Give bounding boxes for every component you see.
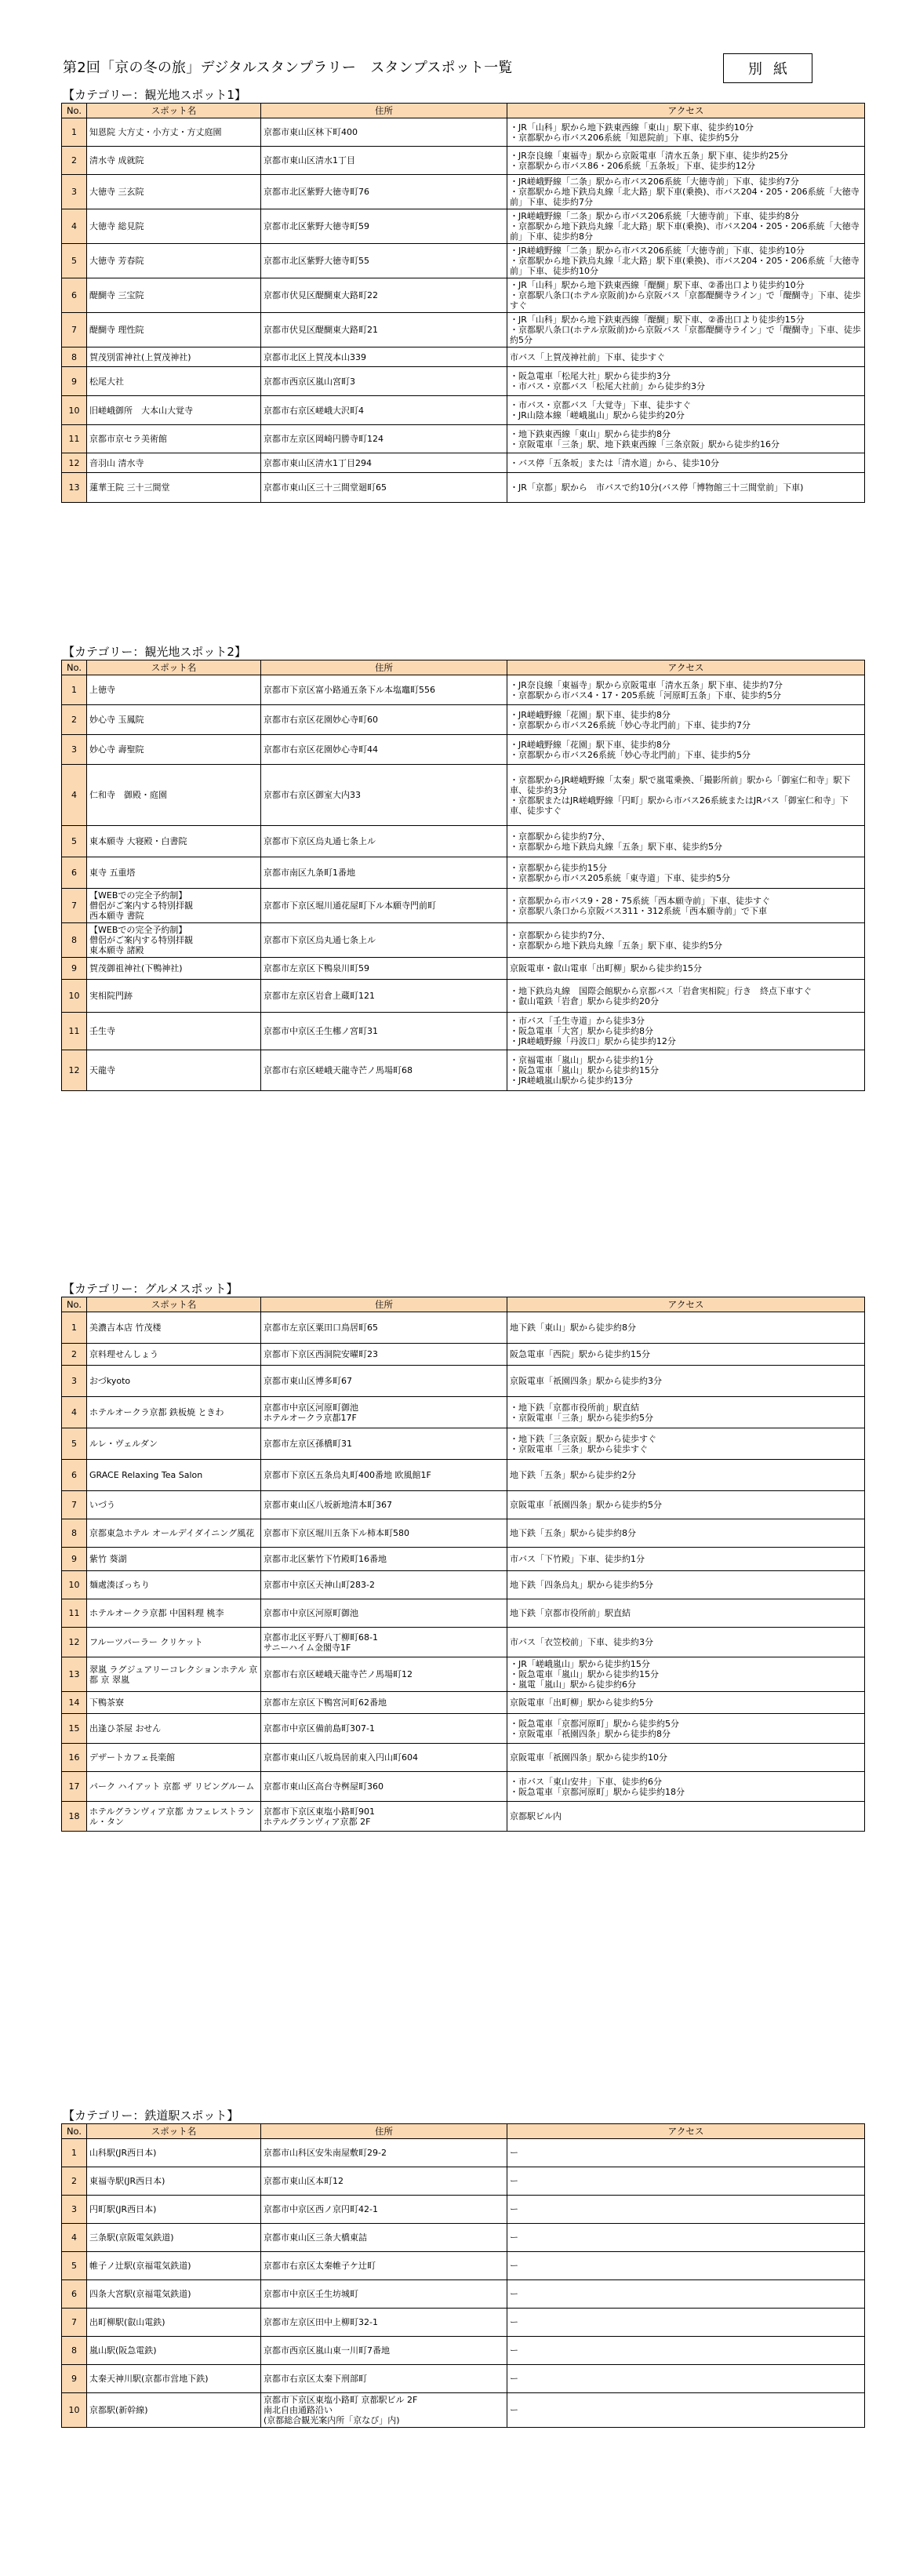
spot-access: ・阪急電車「京都河原町」駅から徒歩約5分 ・京阪電車「祇園四条」駅から徒歩約8分: [507, 1714, 865, 1744]
spot-access: ・阪急電車「松尾大社」駅から徒歩約3分 ・市バス・京都バス「松尾大社前」から徒歩約3分: [507, 367, 865, 396]
spot-access: 京阪電車「祇園四条」駅から徒歩約5分: [507, 1491, 865, 1519]
header-name: スポット名: [87, 1297, 261, 1312]
spot-address: 京都市山科区安朱南屋敷町29-2: [261, 2139, 507, 2167]
spot-address: 京都市右京区花園妙心寺町60: [261, 705, 507, 735]
spot-address: 京都市東山区三条大橋東詰: [261, 2224, 507, 2252]
spot-name: 嵐山駅(阪急電鉄): [87, 2337, 261, 2365]
spot-access: ・JR「京都」駅から 市バスで約10分(バス停「博物館三十三間堂前」下車): [507, 473, 865, 503]
spot-address: 京都市右京区嵯峨天龍寺芒ノ馬場町68: [261, 1050, 507, 1091]
spot-access: 地下鉄「五条」駅から徒歩約8分: [507, 1519, 865, 1548]
spot-address: 京都市東山区清水1丁目: [261, 147, 507, 175]
spot-name: 美濃吉本店 竹茂楼: [87, 1312, 261, 1344]
spot-access: ・京都駅から徒歩約7分、 ・京都駅から地下鉄烏丸線「五条」駅下車、徒歩約5分: [507, 826, 865, 857]
spot-access: ・地下鉄東西線「東山」駅から徒歩約8分 ・京阪電車「三条」駅、地下鉄東西線「三条京阪」駅から徒歩約16分: [507, 425, 865, 453]
row-number: 8: [62, 1519, 87, 1548]
table-row: [62, 1692, 865, 1714]
row-number: 8: [62, 347, 87, 367]
spot-name: GRACE Relaxing Tea Salon: [87, 1460, 261, 1491]
spot-name: 大徳寺 芳春院: [87, 244, 261, 278]
spot-name: 醍醐寺 三宝院: [87, 278, 261, 313]
row-number: 2: [62, 1344, 87, 1366]
table-row: [62, 857, 865, 889]
spot-address: 京都市東山区清水1丁目294: [261, 453, 507, 473]
table-row: [62, 147, 865, 175]
table-row: [62, 1491, 865, 1519]
row-number: 10: [62, 2393, 87, 2428]
row-number: 9: [62, 1548, 87, 1571]
row-number: 4: [62, 2224, 87, 2252]
table-row: [62, 396, 865, 425]
spot-access: 市バス「上賀茂神社前」下車、徒歩すぐ: [507, 347, 865, 367]
table-row: [62, 278, 865, 313]
spot-name: 天龍寺: [87, 1050, 261, 1091]
spot-access: ・JR奈良線「東福寺」駅から京阪電車「清水五条」駅下車、徒歩約25分 ・京都駅から市バス86・206系統「五条坂」下車、徒歩約12分: [507, 147, 865, 175]
table-row: [62, 705, 865, 735]
table-row: [62, 1519, 865, 1548]
spot-address: 京都市北区上賀茂本山339: [261, 347, 507, 367]
table-row: [62, 923, 865, 958]
spot-access: ・JR「山科」駅から地下鉄東西線「東山」駅下車、徒歩約10分 ・京都駅から市バス206系統「知恩院前」下車、徒歩約5分: [507, 118, 865, 147]
spot-access: ・市バス・京都バス「大覚寺」下車、徒歩すぐ ・JR山陰本線「嵯峨嵐山」駅から徒歩約20分: [507, 396, 865, 425]
spot-address: 京都市左京区岡崎円勝寺町124: [261, 425, 507, 453]
spot-name: 下鴨茶寮: [87, 1692, 261, 1714]
table-row: [62, 735, 865, 765]
row-number: 12: [62, 453, 87, 473]
spot-access: ー: [507, 2337, 865, 2365]
row-number: 8: [62, 923, 87, 958]
table-header-row: [62, 2124, 865, 2139]
spot-address: 京都市伏見区醍醐東大路町22: [261, 278, 507, 313]
spot-name: 賀茂御祖神社(下鴨神社): [87, 958, 261, 980]
row-number: 5: [62, 1428, 87, 1460]
table-row: [62, 1460, 865, 1491]
row-number: 3: [62, 1366, 87, 1397]
spot-access: 市バス「下竹殿」下車、徒歩約1分: [507, 1548, 865, 1571]
table-row: [62, 675, 865, 705]
spot-address: 京都市左京区田中上柳町32-1: [261, 2309, 507, 2337]
row-number: 11: [62, 1013, 87, 1050]
spot-name: 【WEBでの完全予約制】 僧侶がご案内する特別拝観 西本願寺 書院: [87, 889, 261, 923]
spot-access: 市バス「衣笠校前」下車、徒歩約3分: [507, 1628, 865, 1657]
header-no: No.: [62, 1297, 87, 1312]
spot-name: 太秦天神川駅(京都市営地下鉄): [87, 2365, 261, 2393]
spot-name: 円町駅(JR西日本): [87, 2196, 261, 2224]
section-4: [61, 2108, 864, 2428]
spot-address: 京都市東山区八坂鳥居前東入円山町604: [261, 1744, 507, 1772]
row-number: 11: [62, 425, 87, 453]
spot-access: ー: [507, 2224, 865, 2252]
spot-address: 京都市西京区嵐山東一川町7番地: [261, 2337, 507, 2365]
row-number: 3: [62, 175, 87, 209]
spot-access: ・JR奈良線「東福寺」駅から京阪電車「清水五条」駅下車、徒歩約7分 ・京都駅から市バス4・17・205系統「河原町五条」下車、徒歩約5分: [507, 675, 865, 705]
table-row: [62, 2139, 865, 2167]
spot-name: 京都駅(新幹線): [87, 2393, 261, 2428]
spot-address: 京都市中京区壬生梛ノ宮町31: [261, 1013, 507, 1050]
spot-name: 東福寺駅(JR西日本): [87, 2167, 261, 2196]
spot-name: 紫竹 葵湖: [87, 1548, 261, 1571]
header-access: アクセス: [507, 104, 865, 118]
spot-access: ー: [507, 2196, 865, 2224]
spot-name: 四条大宮駅(京福電気鉄道): [87, 2280, 261, 2309]
spot-name: 仁和寺 御殿・庭園: [87, 765, 261, 826]
spot-address: 京都市北区平野八丁柳町68-1 サニーハイム金閣寺1F: [261, 1628, 507, 1657]
spot-address: 京都市下京区烏丸通七条上ル: [261, 826, 507, 857]
table-row: [62, 453, 865, 473]
table-row: [62, 473, 865, 503]
spot-address: 京都市伏見区醍醐東大路町21: [261, 313, 507, 347]
spot-name: 実相院門跡: [87, 980, 261, 1013]
spot-name: いづう: [87, 1491, 261, 1519]
row-number: 2: [62, 705, 87, 735]
spot-name: 音羽山 清水寺: [87, 453, 261, 473]
row-number: 5: [62, 2252, 87, 2280]
spot-access: ・京都駅から市バス9・28・75系統「西本願寺前」下車、徒歩すぐ ・京都駅八条口から京阪バス311・312系統「西本願寺前」で下車: [507, 889, 865, 923]
spot-name: 壬生寺: [87, 1013, 261, 1050]
spot-access: ・地下鉄「京都市役所前」駅直結 ・京阪電車「三条」駅から徒歩約5分: [507, 1397, 865, 1428]
row-number: 6: [62, 857, 87, 889]
spot-access: 地下鉄「京都市役所前」駅直結: [507, 1599, 865, 1628]
spot-address: 京都市右京区花園妙心寺町44: [261, 735, 507, 765]
spot-access: ・市バス「東山安井」下車、徒歩約6分 ・阪急電車「京都河原町」駅から徒歩約18分: [507, 1772, 865, 1802]
row-number: 14: [62, 1692, 87, 1714]
spot-name: 東本願寺 大寝殿・白書院: [87, 826, 261, 857]
spot-address: 京都市左京区下鴨宮河町62番地: [261, 1692, 507, 1714]
table-row: [62, 2196, 865, 2224]
spot-address: 京都市東山区博多町67: [261, 1366, 507, 1397]
row-number: 9: [62, 958, 87, 980]
table-row: [62, 367, 865, 396]
row-number: 2: [62, 2167, 87, 2196]
row-number: 13: [62, 1657, 87, 1692]
spot-access: ・京都駅から徒歩約7分、 ・京都駅から地下鉄烏丸線「五条」駅下車、徒歩約5分: [507, 923, 865, 958]
spot-address: 京都市右京区御室大内33: [261, 765, 507, 826]
table-row: [62, 347, 865, 367]
table-row: [62, 118, 865, 147]
table-row: [62, 1013, 865, 1050]
spot-address: 京都市中京区河原町御池: [261, 1599, 507, 1628]
spot-access: ー: [507, 2280, 865, 2309]
spot-address: 京都市東山区八坂新地清本町367: [261, 1491, 507, 1519]
spot-name: 蓮華王院 三十三間堂: [87, 473, 261, 503]
row-number: 2: [62, 147, 87, 175]
header-name: スポット名: [87, 660, 261, 675]
spot-address: 京都市下京区堀川通花屋町下ル本願寺門前町: [261, 889, 507, 923]
spot-access: ・JR嵯峨野線「二条」駅から市バス206系統「大徳寺前」下車、徒歩約10分 ・京都駅から地下鉄烏丸線「北大路」駅下車(乗換)、市バス204・205・206系統「大徳寺前」下車、徒歩約10分: [507, 244, 865, 278]
annex-label: 別紙: [723, 53, 812, 83]
row-number: 8: [62, 2337, 87, 2365]
spot-address: 京都市下京区西洞院安曜町23: [261, 1344, 507, 1366]
spot-name: 大徳寺 三玄院: [87, 175, 261, 209]
header-access: アクセス: [507, 660, 865, 675]
table-row: [62, 980, 865, 1013]
row-number: 12: [62, 1628, 87, 1657]
spot-access: ー: [507, 2309, 865, 2337]
row-number: 4: [62, 765, 87, 826]
section-title: 【カテゴリー：観光地スポット2】: [63, 645, 246, 659]
section-title: 【カテゴリー：グルメスポット】: [63, 1282, 238, 1296]
spot-access: 京阪電車・叡山電車「出町柳」駅から徒歩約15分: [507, 958, 865, 980]
spot-name: 京料理せんしょう: [87, 1344, 261, 1366]
table-row: [62, 2252, 865, 2280]
table-row: [62, 1657, 865, 1692]
spot-name: 京都東急ホテル オールデイダイニング風花: [87, 1519, 261, 1548]
spot-access: ・JR「山科」駅から地下鉄東西線「醍醐」駅下車、②番出口より徒歩約15分 ・京都駅八条口(ホテル京阪前)から京阪バス「京都醍醐寺ライン」で「醍醐寺」下車、徒歩約5分: [507, 313, 865, 347]
spot-name: 妙心寺 壽聖院: [87, 735, 261, 765]
row-number: 3: [62, 2196, 87, 2224]
spot-address: 京都市東山区高台寺桝屋町360: [261, 1772, 507, 1802]
spot-access: ・京都駅から徒歩約15分 ・京都駅から市バス205系統「東寺道」下車、徒歩約5分: [507, 857, 865, 889]
spot-name: おづkyoto: [87, 1366, 261, 1397]
document-title: 第2回「京の冬の旅」デジタルスタンプラリー スタンプスポット一覧: [63, 60, 513, 76]
spot-address: 京都市左京区岩倉上蔵町121: [261, 980, 507, 1013]
table-row: [62, 1312, 865, 1344]
table-row: [62, 1599, 865, 1628]
spot-address: 京都市西京区嵐山宮町3: [261, 367, 507, 396]
spot-table: [61, 103, 865, 503]
header-address: 住所: [261, 1297, 507, 1312]
spot-address: 京都市中京区河原町御池 ホテルオークラ京都17F: [261, 1397, 507, 1428]
spot-name: ホテルオークラ京都 鉄板焼 ときわ: [87, 1397, 261, 1428]
spot-access: 京阪電車「祇園四条」駅から徒歩約10分: [507, 1744, 865, 1772]
spot-name: 醍醐寺 理性院: [87, 313, 261, 347]
table-row: [62, 1571, 865, 1599]
spot-access: ー: [507, 2252, 865, 2280]
spot-address: 京都市東山区林下町400: [261, 118, 507, 147]
table-header-row: [62, 104, 865, 118]
table-row: [62, 958, 865, 980]
row-number: 9: [62, 2365, 87, 2393]
spot-access: ・JR嵯峨野線「花園」駅下車、徒歩約8分 ・京都駅から市バス26系統「妙心寺北門前」下車、徒歩約7分: [507, 705, 865, 735]
spot-access: 京阪電車「祇園四条」駅から徒歩約3分: [507, 1366, 865, 1397]
spot-address: 京都市南区九条町1番地: [261, 857, 507, 889]
table-row: [62, 1050, 865, 1091]
spot-access: ・JR嵯峨野線「二条」駅から市バス206系統「大徳寺前」下車、徒歩約7分 ・京都駅から地下鉄烏丸線「北大路」駅下車(乗換)、市バス204・205・206系統「大徳寺前」下車、徒歩約7分: [507, 175, 865, 209]
spot-access: ー: [507, 2393, 865, 2428]
row-number: 7: [62, 2309, 87, 2337]
spot-address: 京都市東山区本町12: [261, 2167, 507, 2196]
spot-name: 東寺 五重塔: [87, 857, 261, 889]
spot-address: 京都市右京区嵯峨大沢町4: [261, 396, 507, 425]
section-title: 【カテゴリー：鉄道駅スポット】: [63, 2108, 239, 2123]
row-number: 10: [62, 980, 87, 1013]
spot-name: 賀茂別雷神社(上賀茂神社): [87, 347, 261, 367]
spot-name: 大徳寺 総見院: [87, 209, 261, 244]
spot-access: ・バス停「五条坂」または「清水道」から、徒歩10分: [507, 453, 865, 473]
header-name: スポット名: [87, 2124, 261, 2139]
row-number: 15: [62, 1714, 87, 1744]
spot-name: パーク ハイアット 京都 ザ リビングルーム: [87, 1772, 261, 1802]
table-row: [62, 175, 865, 209]
row-number: 7: [62, 889, 87, 923]
spot-address: 京都市下京区富小路通五条下ル本塩竈町556: [261, 675, 507, 705]
spot-access: ・JR嵯峨野線「二条」駅から市バス206系統「大徳寺前」下車、徒歩約8分 ・京都駅から地下鉄烏丸線「北大路」駅下車(乗換)、市バス204・205・206系統「大徳寺前」下車、徒歩約8分: [507, 209, 865, 244]
table-row: [62, 2167, 865, 2196]
header-no: No.: [62, 104, 87, 118]
spot-access: ー: [507, 2365, 865, 2393]
row-number: 10: [62, 1571, 87, 1599]
spot-address: 京都市中京区天神山町283-2: [261, 1571, 507, 1599]
row-number: 1: [62, 1312, 87, 1344]
spot-name: 三条駅(京阪電気鉄道): [87, 2224, 261, 2252]
table-row: [62, 2224, 865, 2252]
spot-name: 出町柳駅(叡山電鉄): [87, 2309, 261, 2337]
spot-address: 京都市左京区孫橋町31: [261, 1428, 507, 1460]
header-address: 住所: [261, 2124, 507, 2139]
section-3: [61, 1282, 864, 1832]
spot-name: 翠嵐 ラグジュアリーコレクションホテル 京都 京 翠嵐: [87, 1657, 261, 1692]
spot-address: 京都市下京区烏丸通七条上ル: [261, 923, 507, 958]
table-row: [62, 1397, 865, 1428]
spot-access: ・市バス「壬生寺道」から徒歩3分 ・阪急電車「大宮」駅から徒歩約8分 ・JR嵯峨野線「丹波口」駅から徒歩約12分: [507, 1013, 865, 1050]
row-number: 7: [62, 1491, 87, 1519]
spot-access: ・京都駅からJR嵯峨野線「太秦」駅で嵐電乗換、「撮影所前」駅から「御室仁和寺」駅下車、徒歩約3分 ・京都駅またはJR嵯峨野線「円町」駅から市バス26系統またはJRバス「御室仁和寺」下車、徒歩すぐ: [507, 765, 865, 826]
spot-access: 地下鉄「東山」駅から徒歩約8分: [507, 1312, 865, 1344]
spot-access: 地下鉄「四条烏丸」駅から徒歩約5分: [507, 1571, 865, 1599]
spot-access: ・京福電車「嵐山」駅から徒歩約1分 ・阪急電車「嵐山」駅から徒歩約15分 ・JR嵯峨嵐山駅から徒歩約13分: [507, 1050, 865, 1091]
spot-name: 旧嵯峨御所 大本山大覚寺: [87, 396, 261, 425]
table-row: [62, 1548, 865, 1571]
spot-address: 京都市右京区嵯峨天龍寺芒ノ馬場町12: [261, 1657, 507, 1692]
spot-address: 京都市左京区粟田口鳥居町65: [261, 1312, 507, 1344]
table-row: [62, 313, 865, 347]
spot-address: 京都市下京区五条烏丸町400番地 欧風館1F: [261, 1460, 507, 1491]
row-number: 9: [62, 367, 87, 396]
spot-name: ホテルオークラ京都 中国料理 桃李: [87, 1599, 261, 1628]
spot-address: 京都市左京区下鴨泉川町59: [261, 958, 507, 980]
row-number: 17: [62, 1772, 87, 1802]
header-access: アクセス: [507, 2124, 865, 2139]
row-number: 4: [62, 1397, 87, 1428]
spot-name: 清水寺 成就院: [87, 147, 261, 175]
spot-address: 京都市東山区三十三間堂廻町65: [261, 473, 507, 503]
table-row: [62, 889, 865, 923]
row-number: 7: [62, 313, 87, 347]
section-1: [61, 88, 864, 503]
spot-address: 京都市北区紫竹下竹殿町16番地: [261, 1548, 507, 1571]
row-number: 16: [62, 1744, 87, 1772]
table-row: [62, 2365, 865, 2393]
table-row: [62, 1744, 865, 1772]
row-number: 5: [62, 244, 87, 278]
table-row: [62, 2337, 865, 2365]
spot-name: ルレ・ヴェルダン: [87, 1428, 261, 1460]
header-address: 住所: [261, 660, 507, 675]
spot-address: 京都市北区紫野大徳寺町76: [261, 175, 507, 209]
section-2: [61, 645, 864, 1091]
table-row: [62, 765, 865, 826]
spot-table: [61, 660, 865, 1091]
table-row: [62, 1344, 865, 1366]
spot-name: 【WEBでの完全予約制】 僧侶がご案内する特別拝観 東本願寺 諸殿: [87, 923, 261, 958]
header-no: No.: [62, 2124, 87, 2139]
table-row: [62, 425, 865, 453]
spot-name: 山科駅(JR西日本): [87, 2139, 261, 2167]
row-number: 12: [62, 1050, 87, 1091]
spot-address: 京都市右京区太秦帷子ケ辻町: [261, 2252, 507, 2280]
spot-name: フルーツパーラー クリケット: [87, 1628, 261, 1657]
spot-address: 京都市右京区太秦下刑部町: [261, 2365, 507, 2393]
spot-name: 京都市京セラ美術館: [87, 425, 261, 453]
spot-access: 地下鉄「五条」駅から徒歩約2分: [507, 1460, 865, 1491]
row-number: 3: [62, 735, 87, 765]
spot-address: 京都市中京区西ノ京円町42-1: [261, 2196, 507, 2224]
table-row: [62, 1714, 865, 1744]
row-number: 13: [62, 473, 87, 503]
table-row: [62, 244, 865, 278]
row-number: 6: [62, 278, 87, 313]
spot-address: 京都市下京区東塩小路町 京都駅ビル 2F 南北自由通路沿い (京都総合観光案内所「京なび」内): [261, 2393, 507, 2428]
header-access: アクセス: [507, 1297, 865, 1312]
header-address: 住所: [261, 104, 507, 118]
spot-name: 麺處湊ぼっちり: [87, 1571, 261, 1599]
spot-name: 知恩院 大方丈・小方丈・方丈庭園: [87, 118, 261, 147]
row-number: 5: [62, 826, 87, 857]
spot-access: 京都駅ビル内: [507, 1802, 865, 1832]
spot-name: 妙心寺 玉鳳院: [87, 705, 261, 735]
spot-access: ー: [507, 2139, 865, 2167]
row-number: 1: [62, 118, 87, 147]
row-number: 18: [62, 1802, 87, 1832]
spot-address: 京都市下京区堀川五条下ル柿本町580: [261, 1519, 507, 1548]
row-number: 1: [62, 675, 87, 705]
table-row: [62, 209, 865, 244]
spot-name: ホテルグランヴィア京都 カフェレストラン ル・タン: [87, 1802, 261, 1832]
spot-address: 京都市北区紫野大徳寺町59: [261, 209, 507, 244]
header-name: スポット名: [87, 104, 261, 118]
spot-name: 帷子ノ辻駅(京福電気鉄道): [87, 2252, 261, 2280]
spot-name: 出逢ひ茶屋 おせん: [87, 1714, 261, 1744]
spot-address: 京都市下京区東塩小路町901 ホテルグランヴィア京都 2F: [261, 1802, 507, 1832]
row-number: 6: [62, 1460, 87, 1491]
spot-access: 京阪電車「出町柳」駅から徒歩約5分: [507, 1692, 865, 1714]
spot-access: ・地下鉄「三条京阪」駅から徒歩すぐ ・京阪電車「三条」駅から徒歩すぐ: [507, 1428, 865, 1460]
section-title: 【カテゴリー：観光地スポット1】: [63, 88, 246, 102]
spot-table: [61, 1297, 865, 1832]
table-row: [62, 2309, 865, 2337]
spot-address: 京都市北区紫野大徳寺町55: [261, 244, 507, 278]
spot-name: 松尾大社: [87, 367, 261, 396]
spot-address: 京都市中京区備前島町307-1: [261, 1714, 507, 1744]
table-row: [62, 1428, 865, 1460]
table-row: [62, 1366, 865, 1397]
table-row: [62, 826, 865, 857]
spot-access: ・JR「山科」駅から地下鉄東西線「醍醐」駅下車、②番出口より徒歩約10分 ・京都駅八条口(ホテル京阪前)から京阪バス「京都醍醐寺ライン」で「醍醐寺」下車、徒歩すぐ: [507, 278, 865, 313]
table-row: [62, 1772, 865, 1802]
row-number: 4: [62, 209, 87, 244]
table-row: [62, 2393, 865, 2428]
spot-name: デザートカフェ長楽館: [87, 1744, 261, 1772]
table-row: [62, 1802, 865, 1832]
header-no: No.: [62, 660, 87, 675]
row-number: 11: [62, 1599, 87, 1628]
table-row: [62, 2280, 865, 2309]
table-header-row: [62, 660, 865, 675]
row-number: 10: [62, 396, 87, 425]
spot-address: 京都市中京区壬生坊城町: [261, 2280, 507, 2309]
spot-access: ー: [507, 2167, 865, 2196]
table-row: [62, 1628, 865, 1657]
table-header-row: [62, 1297, 865, 1312]
row-number: 1: [62, 2139, 87, 2167]
spot-access: 阪急電車「西院」駅から徒歩約15分: [507, 1344, 865, 1366]
spot-table: [61, 2123, 865, 2428]
row-number: 6: [62, 2280, 87, 2309]
spot-name: 上徳寺: [87, 675, 261, 705]
spot-access: ・JR嵯峨野線「花園」駅下車、徒歩約8分 ・京都駅から市バス26系統「妙心寺北門前」下車、徒歩約5分: [507, 735, 865, 765]
spot-access: ・地下鉄烏丸線 国際会館駅から京都バス「岩倉実相院」行き 終点下車すぐ ・叡山電鉄「岩倉」駅から徒歩約20分: [507, 980, 865, 1013]
spot-access: ・JR「嵯峨嵐山」駅から徒歩約15分 ・阪急電車「嵐山」駅から徒歩約15分 ・嵐電「嵐山」駅から徒歩約6分: [507, 1657, 865, 1692]
